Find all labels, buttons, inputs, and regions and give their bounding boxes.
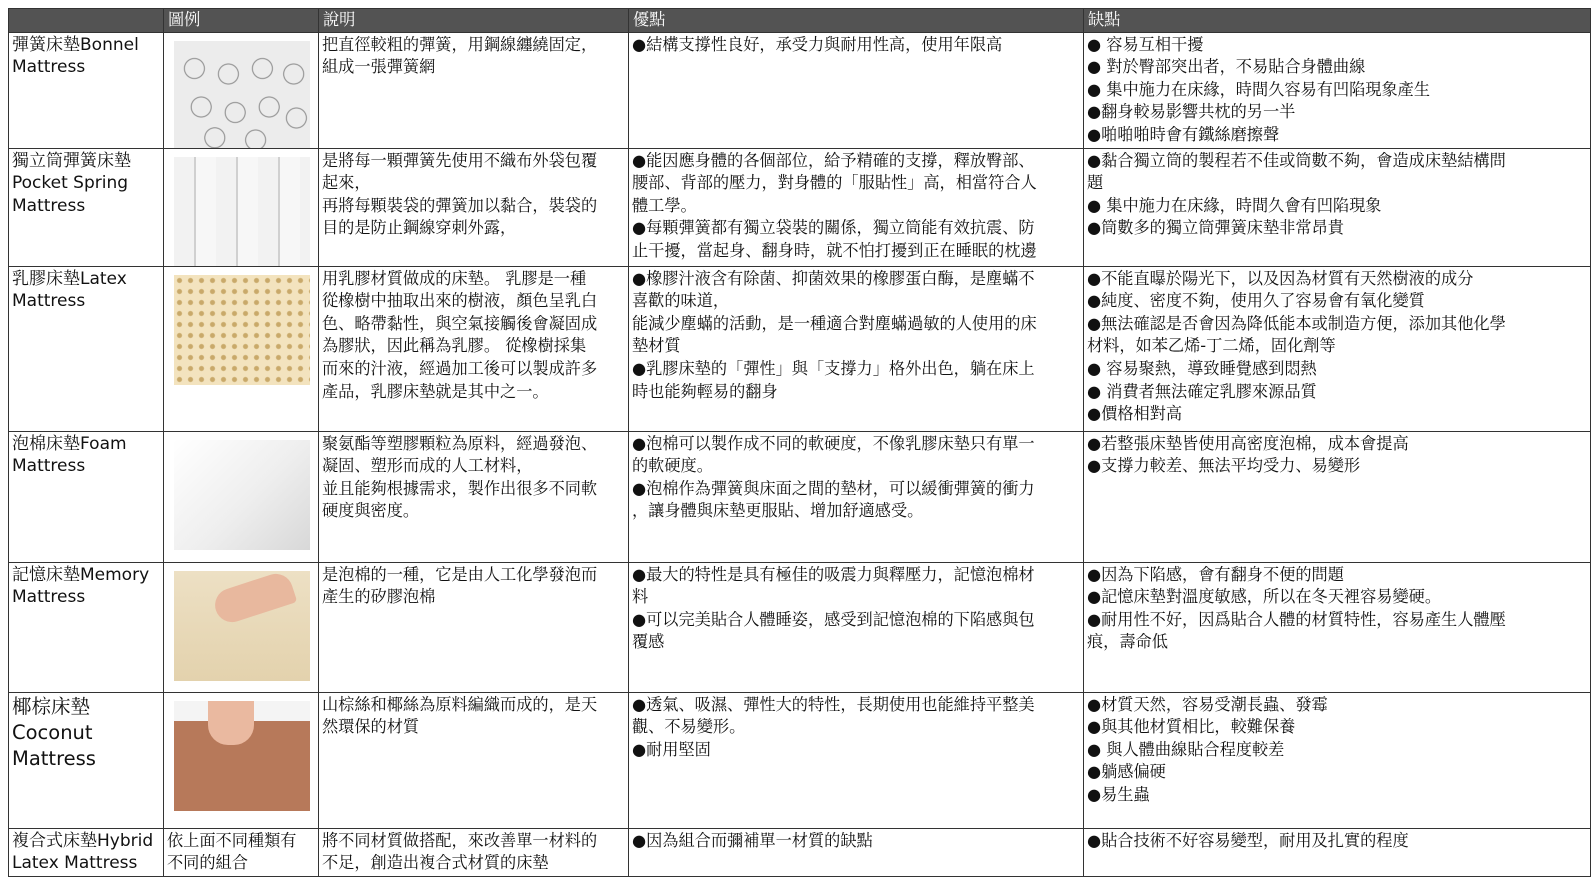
- text-line: 再將每顆裝袋的彈簧加以黏合，裝袋的: [322, 195, 598, 215]
- text-line: 不同的組合: [167, 853, 248, 873]
- mattress-name: [9, 562, 164, 692]
- foam-block-image: [174, 440, 310, 550]
- image-cell: [164, 32, 319, 148]
- coconut-fiber-image: [174, 701, 310, 811]
- text-line: 依上面不同種類有: [167, 830, 297, 850]
- text-line: 硬度與密度。: [322, 501, 420, 521]
- text-line: ●耐用堅固: [632, 739, 711, 759]
- text-line: ● 與人體曲線貼合程度較差: [1087, 739, 1285, 759]
- name-line: 記憶床墊Memory: [12, 564, 150, 585]
- text-line: ●每顆彈簧都有獨立袋裝的關係，獨立筒能有效抗震、防: [632, 218, 1035, 238]
- text-line: ●耐用性不好，因爲貼合人體的材質特性，容易產生人體壓: [1087, 609, 1506, 629]
- pros-cell: [629, 148, 1084, 266]
- mattress-name: [9, 431, 164, 562]
- cons-cell: [1084, 32, 1591, 148]
- text-line: 從橡樹中抽取出來的樹液，顏色呈乳白: [322, 291, 598, 311]
- text-line: ●泡棉可以製作成不同的軟硬度，不像乳膠床墊只有單一: [632, 433, 1035, 453]
- text-line: 不足，創造出複合式材質的床墊: [322, 853, 549, 873]
- text-line: 痕，壽命低: [1087, 632, 1168, 652]
- pros-cell: [629, 828, 1084, 876]
- table-row: [9, 148, 1591, 266]
- text-line: ●最大的特性是具有極佳的吸震力與釋壓力，記憶泡棉材: [632, 564, 1035, 584]
- table-row: [9, 266, 1591, 431]
- text-line: ● 容易聚熱，導致睡覺感到悶熱: [1087, 358, 1317, 378]
- text-line: 體工學。: [632, 195, 697, 215]
- bonnel-coil-spring-image: [174, 41, 310, 148]
- description-cell: [319, 692, 629, 828]
- text-line: 是將每一顆彈簧先使用不織布外袋包覆: [322, 150, 598, 170]
- text-line: ●支撐力較差、無法平均受力、易變形: [1087, 456, 1361, 476]
- text-line: 而來的汁液，經過加工後可以製成許多: [322, 358, 598, 378]
- mattress-name: [9, 266, 164, 431]
- description-cell: [319, 562, 629, 692]
- cons-cell: [1084, 828, 1591, 876]
- text-line: ●價格相對高: [1087, 404, 1183, 424]
- text-line: 起來，: [322, 173, 371, 193]
- name-line: Mattress: [12, 746, 96, 770]
- name-line: 泡棉床墊Foam: [12, 433, 127, 454]
- name-line: 彈簧床墊Bonnel: [12, 34, 139, 55]
- text-line: 喜歡的味道，: [632, 291, 730, 311]
- text-line: ●若整張床墊皆使用高密度泡棉，成本會提高: [1087, 433, 1409, 453]
- pros-cell: [629, 32, 1084, 148]
- mattress-name: [9, 692, 164, 828]
- text-line: ●易生蟲: [1087, 784, 1150, 804]
- header-pros: 優點: [629, 9, 1084, 33]
- text-line: 料: [632, 587, 649, 607]
- table-row: [9, 692, 1591, 828]
- text-line: 觀、不易變形。: [632, 717, 746, 737]
- text-line: 止干擾，當起身、翻身時，就不怕打擾到正在睡眠的枕邊: [632, 240, 1037, 260]
- text-line: ● 容易互相干擾: [1087, 34, 1204, 54]
- text-line: 時也能夠輕易的翻身: [632, 381, 778, 401]
- text-line: 覆感: [632, 632, 665, 652]
- name-line: Mattress: [12, 57, 86, 78]
- text-line: 的軟硬度。: [632, 456, 713, 476]
- text-line: 為膠狀，因此稱為乳膠。 從橡樹採集: [322, 336, 587, 356]
- text-line: 並且能夠根據需求，製作出很多不同軟: [322, 478, 598, 498]
- text-line: ● 集中施力在床緣，時間久容易有凹陷現象產生: [1087, 79, 1431, 99]
- text-line: ，讓身體與床墊更服貼、增加舒適感受。: [632, 501, 924, 521]
- latex-foam-image: [174, 275, 310, 385]
- name-line: Mattress: [12, 291, 86, 312]
- text-line: ●材質天然，容易受潮長蟲、發霉: [1087, 694, 1328, 714]
- text-line: ●啪啪啪時會有鐵絲磨擦聲: [1087, 124, 1280, 144]
- text-line: ●與其他材質相比，較難保養: [1087, 717, 1296, 737]
- memory-foam-hand-image: [174, 571, 310, 681]
- text-line: 材料，如苯乙烯-丁二烯，固化劑等: [1087, 336, 1336, 356]
- text-line: ●躺感偏硬: [1087, 762, 1166, 782]
- description-cell: [319, 148, 629, 266]
- text-line: 組成一張彈簧網: [322, 57, 436, 77]
- name-line: Mattress: [12, 456, 86, 477]
- pros-cell: [629, 562, 1084, 692]
- text-line: ● 集中施力在床緣，時間久會有凹陷現象: [1087, 195, 1382, 215]
- header-row: [9, 9, 1591, 33]
- pros-cell: [629, 266, 1084, 431]
- description-cell: [319, 828, 629, 876]
- table-row: [9, 32, 1591, 148]
- pros-cell: [629, 692, 1084, 828]
- name-line: Latex Mattress: [12, 853, 138, 874]
- text-line: 目的是防止鋼線穿刺外露，: [322, 218, 517, 238]
- text-line: 凝固、塑形而成的人工材料，: [322, 456, 533, 476]
- header-description: 說明: [319, 9, 629, 33]
- name-line: Coconut: [12, 720, 93, 744]
- text-line: 將不同材質做搭配，來改善單一材料的: [322, 830, 598, 850]
- header-image: 圖例: [164, 9, 319, 33]
- text-line: 墊材質: [632, 336, 681, 356]
- text-line: ●橡膠汁液含有除菌、抑菌效果的橡膠蛋白酶，是塵蟎不: [632, 268, 1035, 288]
- mattress-name: [9, 32, 164, 148]
- text-line: ●能因應身體的各個部位，給予精確的支撐，釋放臀部、: [632, 150, 1035, 170]
- cons-cell: [1084, 266, 1591, 431]
- table-row: [9, 431, 1591, 562]
- text-line: ●無法確認是否會因為降低能本或制造方便，添加其他化學: [1087, 313, 1506, 333]
- text-line: ● 對於臀部突出者，不易貼合身體曲線: [1087, 57, 1366, 77]
- name-line: 椰棕床墊: [12, 694, 91, 718]
- name-line: 乳膠床墊Latex: [12, 268, 127, 289]
- text-line: 聚氨酯等塑膠顆粒為原料，經過發泡、: [322, 433, 598, 453]
- text-line: ●結構支撐性良好，承受力與耐用性高，使用年限高: [632, 34, 1003, 54]
- name-line: Mattress: [12, 587, 86, 608]
- text-line: ●貼合技術不好容易變型，耐用及扎實的程度: [1087, 830, 1409, 850]
- description-cell: [319, 266, 629, 431]
- header-name: [9, 9, 164, 33]
- mattress-name: [9, 828, 164, 876]
- text-line: ●純度、密度不夠，使用久了容易會有氧化變質: [1087, 291, 1425, 311]
- cons-cell: [1084, 562, 1591, 692]
- text-line: 產品，乳膠床墊就是其中之一。: [322, 381, 549, 401]
- text-line: ●乳膠床墊的「彈性」與「支撐力」格外出色，躺在床上: [632, 358, 1035, 378]
- text-line: 產生的矽膠泡棉: [322, 587, 436, 607]
- text-line: ●因為下陷感，會有翻身不便的問題: [1087, 564, 1344, 584]
- text-line: ●記憶床墊對溫度敏感，所以在冬天裡容易變硬。: [1087, 587, 1442, 607]
- image-cell: [164, 266, 319, 431]
- image-cell: [164, 148, 319, 266]
- text-line: ●翻身較易影響共枕的另一半: [1087, 102, 1296, 122]
- name-line: 複合式床墊Hybrid: [12, 830, 154, 851]
- cons-cell: [1084, 431, 1591, 562]
- table-row: [9, 562, 1591, 692]
- text-line: 是泡棉的一種，它是由人工化學發泡而: [322, 564, 598, 584]
- pros-cell: [629, 431, 1084, 562]
- text-line: 把直徑較粗的彈簧，用鋼線纏繞固定，: [322, 34, 598, 54]
- text-line: ●可以完美貼合人體睡姿，感受到記憶泡棉的下陷感與包: [632, 609, 1035, 629]
- cons-cell: [1084, 148, 1591, 266]
- text-line: 能減少塵蟎的活動，是一種適合對塵蟎過敏的人使用的床: [632, 313, 1037, 333]
- description-cell: [319, 32, 629, 148]
- text-line: 山棕絲和椰絲為原料編織而成的，是天: [322, 694, 598, 714]
- text-line: 用乳膠材質做成的床墊。 乳膠是一種: [322, 268, 587, 288]
- mattress-name: [9, 148, 164, 266]
- header-cons: 缺點: [1084, 9, 1591, 33]
- text-line: 然環保的材質: [322, 717, 420, 737]
- text-line: 色、略帶黏性，與空氣接觸後會凝固成: [322, 313, 598, 333]
- name-line: 獨立筒彈簧床墊: [12, 150, 131, 171]
- text-line: ● 消費者無法確定乳膠來源品質: [1087, 381, 1317, 401]
- image-cell: [164, 562, 319, 692]
- mattress-comparison-table: [8, 8, 1591, 877]
- image-cell: [164, 828, 319, 876]
- cons-cell: [1084, 692, 1591, 828]
- pocket-spring-image: [174, 157, 310, 267]
- text-line: ●黏合獨立筒的製程若不佳或筒數不夠，會造成床墊結構問: [1087, 150, 1506, 170]
- text-line: ●不能直曝於陽光下，以及因為材質有天然樹液的成分: [1087, 268, 1474, 288]
- text-line: ●因為組合而彌補單一材質的缺點: [632, 830, 873, 850]
- image-cell: [164, 692, 319, 828]
- name-line: Mattress: [12, 195, 86, 216]
- name-line: Pocket Spring: [12, 173, 129, 194]
- description-cell: [319, 431, 629, 562]
- image-cell: [164, 431, 319, 562]
- table-row: [9, 828, 1591, 876]
- text-line: ●透氣、吸濕、彈性大的特性，長期使用也能維持平整美: [632, 694, 1035, 714]
- text-line: ●筒數多的獨立筒彈簧床墊非常昂貴: [1087, 218, 1344, 238]
- text-line: 題: [1087, 173, 1104, 193]
- text-line: ●泡棉作為彈簧與床面之間的墊材，可以緩衝彈簧的衝力: [632, 478, 1035, 498]
- text-line: 腰部、背部的壓力，對身體的「服貼性」高，相當符合人: [632, 173, 1037, 193]
